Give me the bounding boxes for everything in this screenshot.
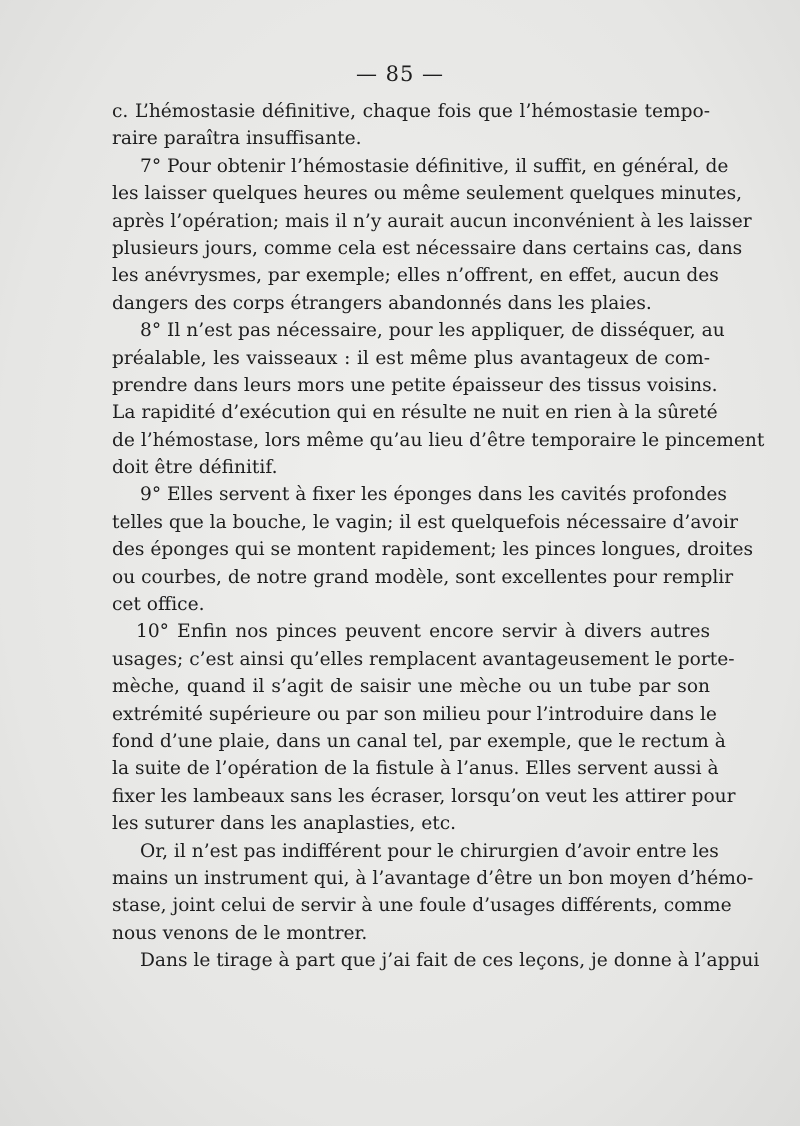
text-line: les anévrysmes, par exemple; elles n’offrent, en effet, aucun des [112,265,719,287]
text-line: 9° Elles servent à fixer les éponges dans les cavités profondes [140,484,727,506]
text-line: fixer les lambeaux sans les écraser, lorsqu’on veut les attirer pour [112,785,736,807]
text-line: après l’opération; mais il n’y aurait aucun inconvénient à les laisser [112,210,752,232]
text-line: Or, il n’est pas indifférent pour le chirurgien d’avoir entre les [140,840,719,862]
text-line: préalable, les vaisseaux : il est même plus avantageux de com- [112,347,710,369]
text-line: mains un instrument qui, à l’avantage d’être un bon moyen d’hémo- [112,867,754,889]
text-line: plusieurs jours, comme cela est nécessaire dans certains cas, dans [112,237,743,259]
text-line: nous venons de le montrer. [112,922,368,944]
text-line: la suite de l’opération de la fistule à l’anus. Elles servent aussi à [112,758,719,780]
text-line: doit être définitif. [112,457,278,479]
text-line: La rapidité d’exécution qui en résulte ne nuit en rien à la sûreté [112,402,718,424]
text-line: telles que la bouche, le vagin; il est quelquefois nécessaire d’avoir [112,511,738,533]
text-line: prendre dans leurs mors une petite épaisseur des tissus voisins. [112,374,718,396]
text-line: des éponges qui se montent rapidement; les pinces longues, droites [112,539,754,561]
text-line: fond d’une plaie, dans un canal tel, par exemple, que le rectum à [112,730,726,752]
body-text [112,98,765,975]
text-line: 7° Pour obtenir l’hémostasie définitive, il suffit, en général, de [140,155,729,177]
page-number: — 85 — [355,62,445,86]
text-line: 8° Il n’est pas nécessaire, pour les appliquer, de disséquer, au [140,320,725,342]
text-line: usages; c’est ainsi qu’elles remplacent avantageusement le porte- [112,648,735,670]
text-line: mèche, quand il s’agit de saisir une mèche ou un tube par son [112,676,710,698]
text-line: les suturer dans les anaplasties, etc. [112,813,457,835]
text-line: ou courbes, de notre grand modèle, sont excellentes pour remplir [112,566,734,588]
text-line: 10° Enfin nos pinces peuvent encore servir à divers autres [136,621,710,643]
text-line: stase, joint celui de servir à une foule d’usages différents, comme [112,895,732,917]
text-line: c. L’hémostasie définitive, chaque fois que l’hémostasie tempo- [112,101,710,122]
text-line: dangers des corps étrangers abandonnés dans les plaies. [112,292,652,314]
text-line: de l’hémostase, lors même qu’au lieu d’être temporaire le pincement [112,429,765,451]
text-line: cet office. [112,594,205,616]
text-line: raire paraîtra insuffisante. [112,128,362,150]
text-line: les laisser quelques heures ou même seulement quelques minutes, [112,183,743,205]
text-line: Dans le tirage à part que j’ai fait de ces leçons, je donne à l’appui [140,950,760,972]
text-line: extrémité supérieure ou par son milieu pour l’introduire dans le [112,703,717,725]
